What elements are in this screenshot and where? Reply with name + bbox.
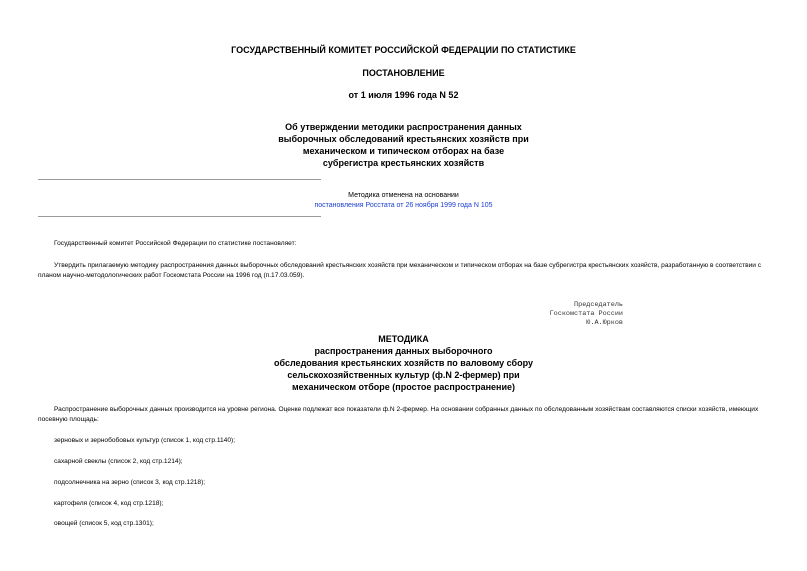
signer-block bbox=[550, 301, 623, 328]
title-line: механическом и типическом отборах на базе bbox=[302, 146, 505, 156]
method-title-line: распространения данных выборочного bbox=[314, 346, 493, 356]
title-line: субрегистра крестьянских хозяйств bbox=[322, 158, 485, 168]
method-heading: МЕТОДИКА bbox=[378, 334, 429, 344]
document-title bbox=[0, 121, 807, 169]
doc-type-heading: ПОСТАНОВЛЕНИЕ bbox=[362, 68, 445, 78]
decree-paragraph: Утвердить прилагаемую методику распространения данных выборочных обследований крестьянских хозяйств при механическом и типическом отборах на базе субрегистра крестьянских хозяйств, разработанную в соответствии с планом научно-методологических работ Госкомстата России на 1996 год (п.17.03.059). bbox=[38, 262, 762, 279]
list-item: сахарной свеклы (список 2, код стр.1214); bbox=[54, 458, 183, 465]
title-line: Об утверждении методики распространения данных bbox=[285, 122, 522, 132]
list-item: подсолнечника на зерно (список 3, код стр.1218); bbox=[54, 479, 206, 486]
cancel-note-text: Методика отменена на основании bbox=[348, 192, 459, 199]
date-number-heading: от 1 июля 1996 года N 52 bbox=[348, 90, 459, 100]
divider-top bbox=[38, 179, 321, 180]
cancel-note bbox=[0, 191, 807, 211]
list-item: картофеля (список 4, код стр.1218); bbox=[54, 500, 164, 507]
body-paragraph: Распространение выборочных данных производится на уровне региона. Оценке подлежат все показатели ф.N 2-фермер. На основании собранных данных по обследованным хозяйствам составляются списки хозяйств, имеющих посевную площадь: bbox=[38, 406, 759, 423]
cancel-note-link[interactable]: постановления Росстата от 26 ноября 1999 года N 105 bbox=[314, 202, 493, 209]
method-title bbox=[0, 333, 807, 393]
method-title-line: механическом отборе (простое распространение) bbox=[291, 382, 516, 392]
committee-heading: ГОСУДАРСТВЕННЫЙ КОМИТЕТ РОССИЙСКОЙ ФЕДЕРАЦИИ ПО СТАТИСТИКЕ bbox=[231, 45, 576, 55]
signer-org: Госкомстата России bbox=[549, 310, 623, 318]
signer-position: Председатель bbox=[574, 301, 623, 309]
signer-name: Ю.А.Юрков bbox=[586, 319, 623, 327]
intro-paragraph: Государственный комитет Российской Федерации по статистике постановляет: bbox=[54, 240, 297, 247]
list-item: овощей (список 5, код стр.1301); bbox=[54, 520, 154, 527]
method-title-line: обследования крестьянских хозяйств по валовому сбору bbox=[274, 358, 533, 368]
method-title-line: сельскохозяйственных культур (ф.N 2-фермер) при bbox=[287, 370, 520, 380]
list-item: зерновых и зернобобовых культур (список 1, код стр.1140); bbox=[54, 437, 236, 444]
title-line: выборочных обследований крестьянских хозяйств при bbox=[278, 134, 529, 144]
divider-bottom bbox=[38, 216, 321, 217]
